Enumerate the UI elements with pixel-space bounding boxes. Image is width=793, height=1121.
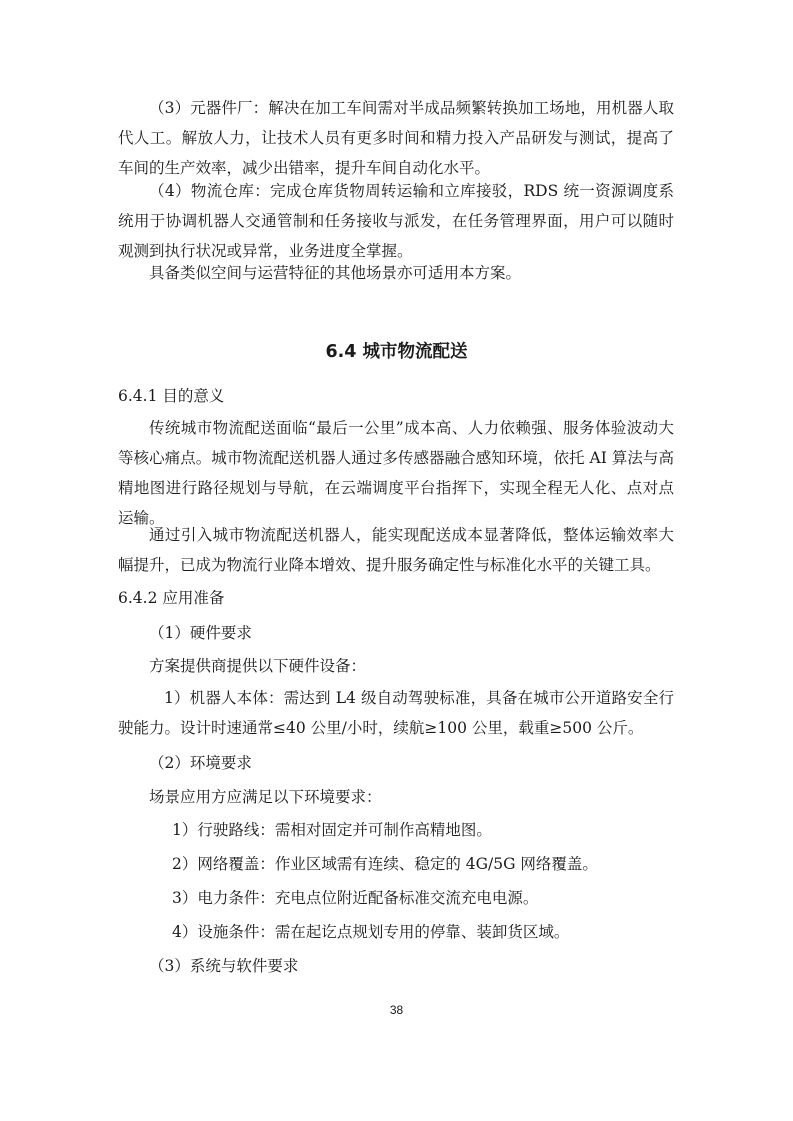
subsection-title-preparation: 6.4.2 应用准备 [118, 589, 225, 607]
environment-item-network: 2）网络覆盖：作业区域需有连续、稳定的 4G/5G 网络覆盖。 [172, 855, 598, 873]
paragraph-benefits: 通过引入城市物流配送机器人，能实现配送成本显著降低，整体运输效率大幅提升，已成为物流行业降本增效、提升服务确定性与标准化水平的关键工具。 [118, 526, 674, 574]
environment-item-facility: 4）设施条件：需在起讫点规划专用的停靠、装卸货区域。 [172, 923, 570, 941]
paragraph-applicable-scenes: 具备类似空间与运营特征的其他场景亦可适用本方案。 [149, 264, 522, 282]
system-software-requirements-title: （3）系统与软件要求 [149, 957, 299, 975]
environment-item-power: 3）电力条件：充电点位附近配备标准交流充电电源。 [172, 889, 539, 907]
environment-requirements-title: （2）环境要求 [149, 754, 252, 772]
paragraph-pain-points: 传统城市物流配送面临“最后一公里”成本高、人力依赖强、服务体验波动大等核心痛点。城市物流配送机器人通过多传感器融合感知环境，依托 AI 算法与高精地图进行路径规划与导航，在云端调度平台指挥下，实现全程无人化、点对点运输。 [118, 419, 674, 527]
hardware-intro: 方案提供商提供以下硬件设备： [149, 657, 367, 675]
paragraph-component-factory: （3）元器件厂：解决在加工车间需对半成品频繁转换加工场地，用机器人取代人工。解放人力，让技术人员有更多时间和精力投入产品研发与测试，提高了车间的生产效率，减少出错率，提升车间自动化水平。 [118, 99, 674, 177]
paragraph-logistics-warehouse: （4）物流仓库：完成仓库货物周转运输和立库接驳，RDS 统一资源调度系统用于协调机器人交通管制和任务接收与派发，在任务管理界面，用户可以随时观测到执行状况或异常，业务进度全掌握。 [118, 182, 674, 260]
hardware-requirements-title: （1）硬件要求 [149, 624, 252, 642]
page-number: 38 [389, 1003, 404, 1017]
hardware-item-robot-body: 1）机器人本体：需达到 L4 级自动驾驶标准，具备在城市公开道路安全行驶能力。设计时速通常≤40 公里/小时，续航≥100 公里，载重≥500 公斤。 [118, 689, 674, 737]
environment-item-route: 1）行驶路线：需相对固定并可制作高精地图。 [172, 821, 492, 839]
section-title: 6.4 城市物流配送 [325, 342, 468, 362]
environment-intro: 场景应用方应满足以下环境要求： [149, 788, 382, 806]
subsection-title-purpose: 6.4.1 目的意义 [118, 387, 225, 405]
